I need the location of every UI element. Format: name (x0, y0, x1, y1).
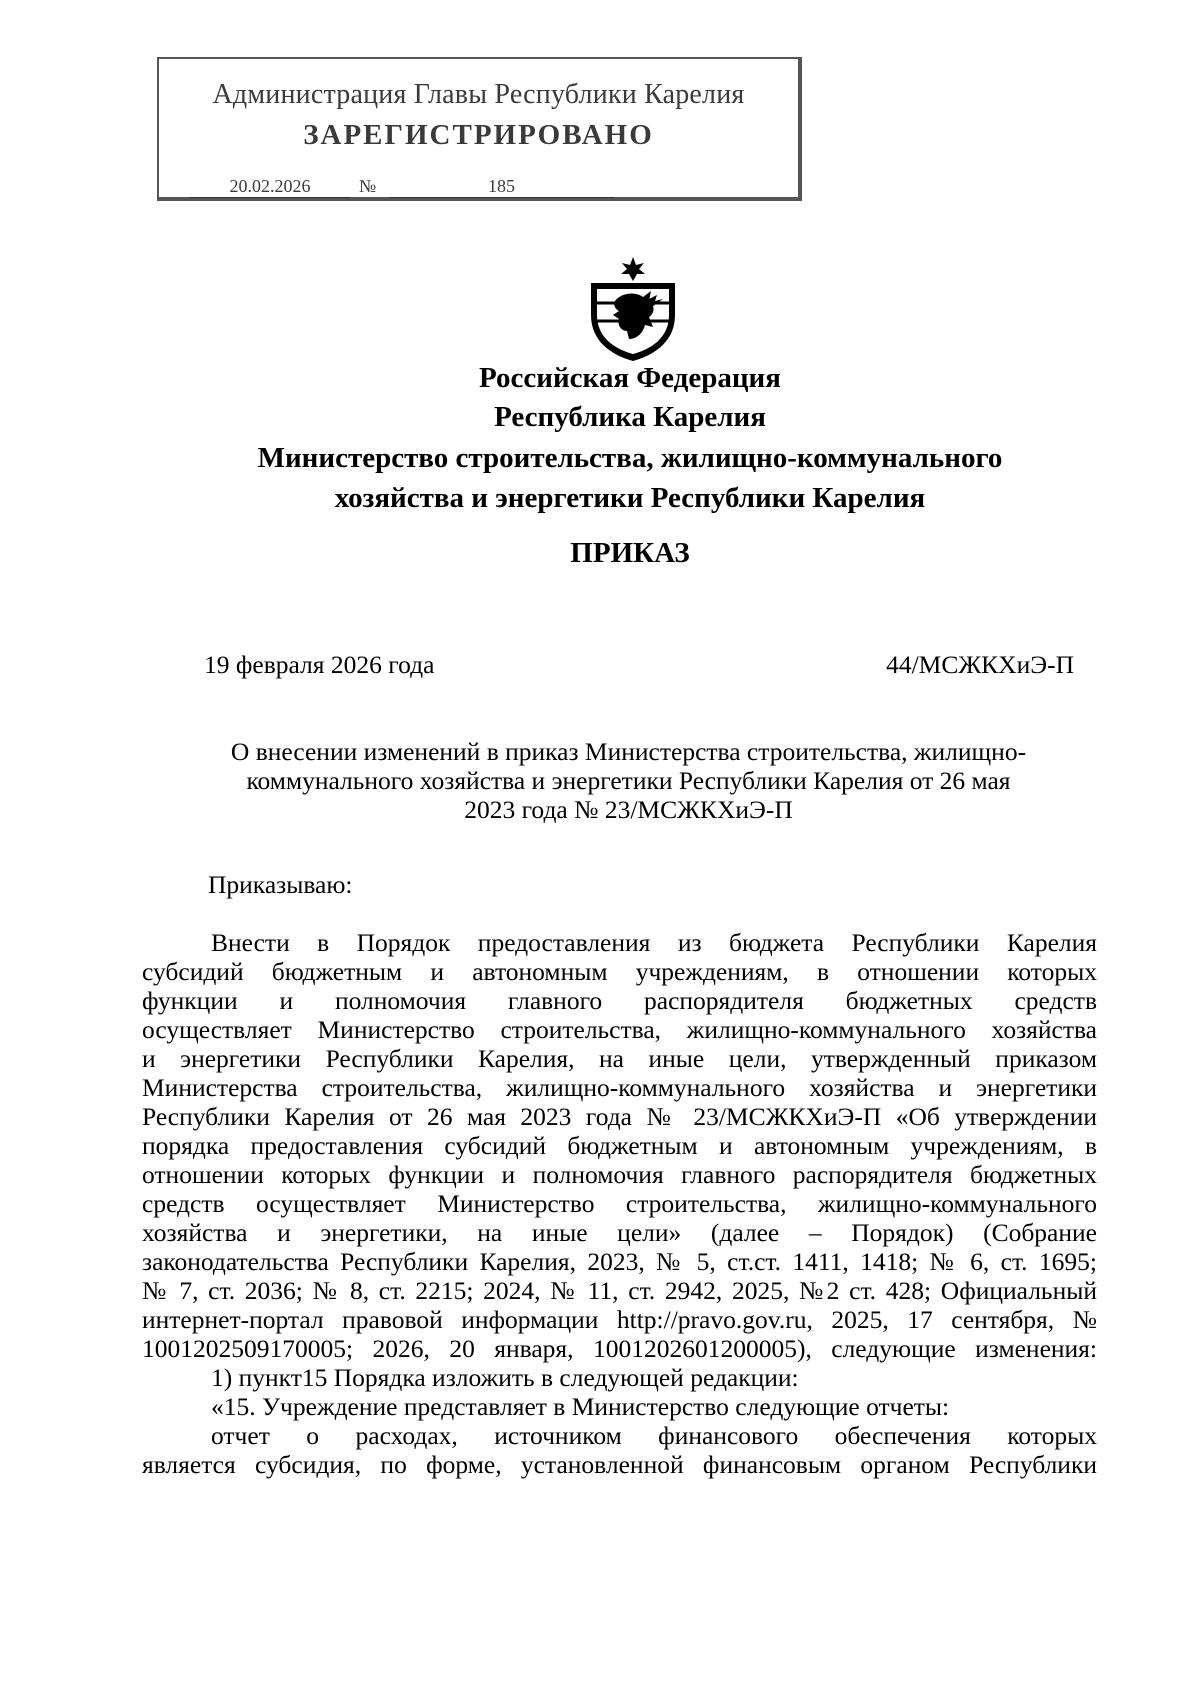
order-word: Приказываю: (208, 870, 353, 899)
document-type: ПРИКАЗ (570, 537, 690, 569)
header-ministry-line1: Министерство строительства, жилищно-коммунального (257, 442, 1003, 474)
stamp-status: ЗАРЕГИСТРИРОВАНО (303, 119, 654, 151)
body-line: отчет о расходах, источником финансового обеспечения которых (211, 1421, 1097, 1450)
body-line: «15. Учреждение представляет в Министерство следующие отчеты: (211, 1392, 950, 1421)
body-line: 1001202509170005; 2026, 20 января, 1001202601200005), следующие изменения: (142, 1334, 1097, 1363)
stamp-organization: Администрация Главы Республики Карелия (212, 79, 745, 110)
body-line: 1) пункт15 Порядка изложить в следующей редакции: (211, 1363, 799, 1392)
body-line: функции и полномочия главного распорядителя бюджетных средств (142, 986, 1097, 1015)
body-line: Внести в Порядок предоставления из бюджета Республики Карелия (211, 928, 1097, 957)
body-line: законодательства Республики Карелия, 2023, № 5, ст.ст. 1411, 1418; № 6, ст. 1695; (142, 1247, 1097, 1276)
title-line: коммунального хозяйства и энергетики Республики Карелия от 26 мая (246, 766, 1011, 795)
stamp-date: 20.02.2026 (189, 176, 351, 198)
karelia-coat-of-arms-icon (583, 255, 683, 363)
header-country: Российская Федерация (479, 362, 781, 394)
body-line: является субсидия, по форме, установленной финансовым органом Республики (142, 1450, 1097, 1479)
body-line: отношении которых функции и полномочия главного распорядителя бюджетных (142, 1160, 1097, 1189)
order-number: 44/МСЖКХиЭ-П (886, 650, 1074, 679)
body-line: и энергетики Республики Карелия, на иные цели, утвержденный приказом (142, 1044, 1097, 1073)
body-line: порядка предоставления субсидий бюджетным и автономным учреждениям, в (142, 1131, 1097, 1160)
body-line: субсидий бюджетным и автономным учреждениям, в отношении которых (142, 957, 1097, 986)
body-line: интернет-портал правовой информации http://pravo.gov.ru, 2025, 17 сентября, № (142, 1305, 1097, 1334)
body-line: хозяйства и энергетики, на иные цели» (далее – Порядок) (Собрание (142, 1218, 1097, 1247)
title-line: О внесении изменений в приказ Министерства строительства, жилищно- (230, 737, 1027, 766)
header-republic: Республика Карелия (494, 401, 766, 433)
order-date: 19 февраля 2026 года (204, 650, 435, 679)
registration-stamp (157, 57, 802, 201)
title-line: 2023 года № 23/МСЖКХиЭ-П (464, 795, 793, 824)
body-line: осуществляет Министерство строительства, жилищно-коммунального хозяйства (142, 1015, 1097, 1044)
body-line: № 7, ст. 2036; № 8, ст. 2215; 2024, № 11, ст. 2942, 2025, №2 ст. 428; Официальный (142, 1276, 1097, 1305)
body-line: Министерства строительства, жилищно-коммунального хозяйства и энергетики (142, 1073, 1097, 1102)
body-line: средств осуществляет Министерство строительства, жилищно-коммунального (142, 1189, 1097, 1218)
stamp-number-sign: № (359, 176, 377, 196)
header-ministry-line2: хозяйства и энергетики Республики Карелия (334, 482, 926, 514)
stamp-number: 185 (389, 176, 614, 198)
body-line: Республики Карелия от 26 мая 2023 года № 23/МСЖКХиЭ-П «Об утверждении (142, 1102, 1097, 1131)
